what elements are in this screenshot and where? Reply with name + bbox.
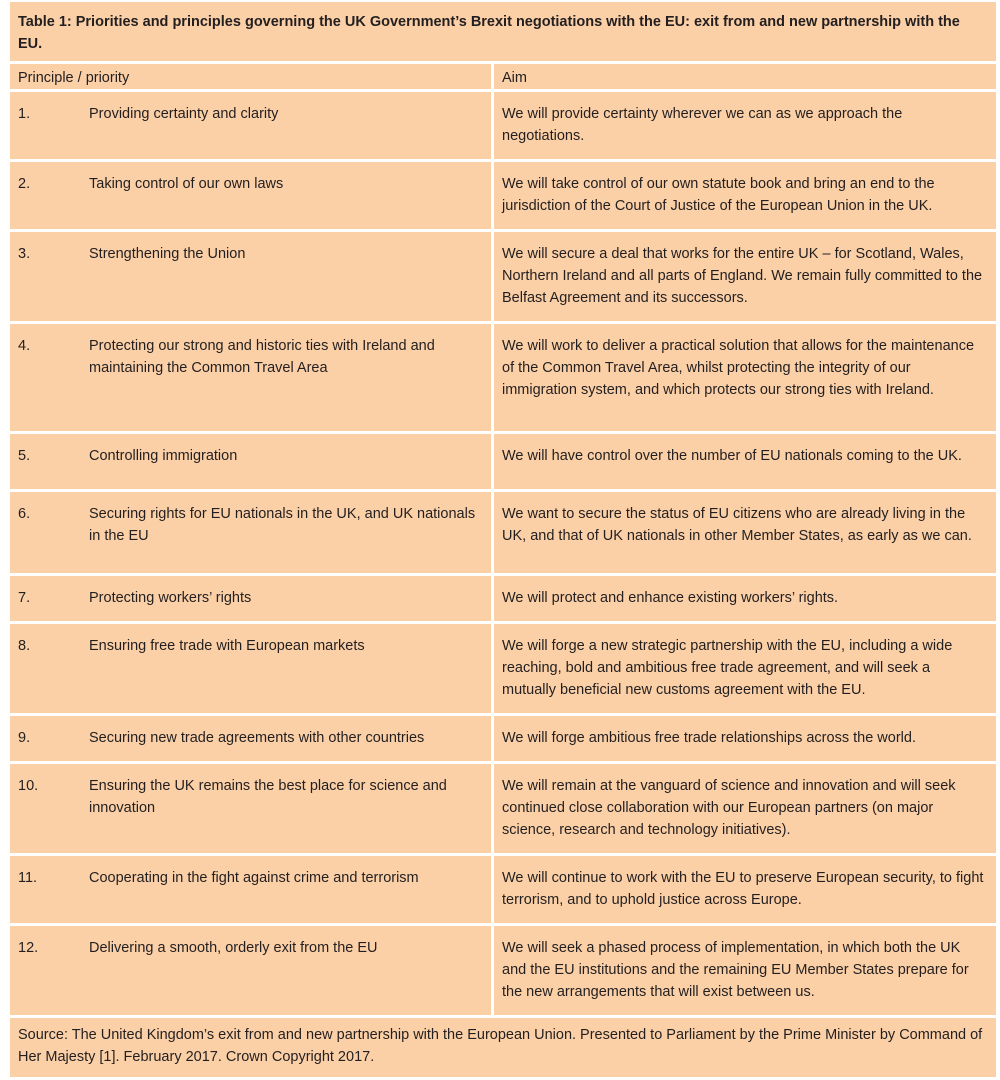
row-number: 1. [18, 106, 31, 122]
aim-cell: We will secure a deal that works for the entire UK – for Scotland, Wales, Northern Ireland and all parts of England. We remain fully committed to the Belfast Agreement and its successors. [494, 232, 996, 324]
aim-cell: We will provide certainty wherever we can as we approach the negotiations. [494, 92, 996, 162]
table-caption-row [10, 2, 996, 64]
table-row [10, 576, 996, 624]
row-number: 2. [18, 176, 31, 192]
principle-cell [10, 624, 494, 716]
principle-cell [10, 856, 494, 926]
principle-text: Providing certainty and clarity [89, 106, 279, 122]
principle-text: Cooperating in the fight against crime and terrorism [89, 870, 419, 886]
aim-cell: We will work to deliver a practical solution that allows for the maintenance of the Common Travel Area, whilst protecting the integrity of our immigration system, and which protects our strong ties with Ireland. [494, 324, 996, 434]
aim-cell: We will continue to work with the EU to preserve European security, to fight terrorism, and to uphold justice across Europe. [494, 856, 996, 926]
principle-cell [10, 576, 494, 624]
row-number: 11. [18, 870, 38, 886]
table-header-row [10, 64, 996, 92]
principle-cell [10, 324, 494, 434]
table-row [10, 856, 996, 926]
row-number: 3. [18, 246, 31, 262]
principle-text: Controlling immigration [89, 448, 238, 464]
row-number: 4. [18, 338, 31, 354]
header-aim: Aim [494, 64, 996, 92]
principle-cell [10, 232, 494, 324]
table-caption: Table 1: Priorities and principles governing the UK Government’s Brexit negotiations with the EU: exit from and new partnership with the EU. [10, 2, 996, 64]
principle-cell [10, 162, 494, 232]
principle-cell [10, 434, 494, 492]
table-row [10, 434, 996, 492]
priorities-table [10, 2, 996, 1080]
aim-cell: We will remain at the vanguard of science and innovation and will seek continued close collaboration with our European partners (on major science, research and technology initiatives). [494, 764, 996, 856]
row-number: 12. [18, 940, 39, 956]
table-row [10, 764, 996, 856]
principle-text: Securing rights for EU nationals in the UK, and UK nationals in the EU [89, 506, 476, 544]
aim-cell: We will seek a phased process of implementation, in which both the UK and the EU institutions and the remaining EU Member States prepare for the new arrangements that will exist between us. [494, 926, 996, 1018]
row-number: 8. [18, 638, 31, 654]
table-row [10, 624, 996, 716]
principle-cell [10, 92, 494, 162]
principle-cell [10, 492, 494, 576]
aim-cell: We will forge a new strategic partnership with the EU, including a wide reaching, bold and ambitious free trade agreement, and will seek a mutually beneficial new customs agreement with the EU. [494, 624, 996, 716]
row-number: 9. [18, 730, 31, 746]
aim-cell: We will have control over the number of EU nationals coming to the UK. [494, 434, 996, 492]
table-row [10, 926, 996, 1018]
principle-text: Protecting workers’ rights [89, 590, 252, 606]
row-number: 10. [18, 778, 39, 794]
aim-cell: We will protect and enhance existing workers’ rights. [494, 576, 996, 624]
aim-cell: We will forge ambitious free trade relationships across the world. [494, 716, 996, 764]
table-row [10, 232, 996, 324]
principle-text: Delivering a smooth, orderly exit from the EU [89, 940, 378, 956]
header-principle: Principle / priority [10, 64, 494, 92]
aim-cell: We want to secure the status of EU citizens who are already living in the UK, and that of UK nationals in other Member States, as early as we can. [494, 492, 996, 576]
table-source: Source: The United Kingdom’s exit from and new partnership with the European Union. Presented to Parliament by the Prime Minister by Command of Her Majesty [1]. February 2017. Crown Copyright 2017. [10, 1018, 996, 1080]
aim-cell: We will take control of our own statute book and bring an end to the jurisdiction of the Court of Justice of the European Union in the UK. [494, 162, 996, 232]
principle-text: Ensuring free trade with European markets [89, 638, 365, 654]
table-row [10, 324, 996, 434]
row-number: 6. [18, 506, 31, 522]
table-row [10, 162, 996, 232]
principle-text: Strengthening the Union [89, 246, 246, 262]
principle-text: Protecting our strong and historic ties with Ireland and maintaining the Common Travel Area [89, 338, 435, 376]
principle-text: Securing new trade agreements with other countries [89, 730, 425, 746]
principle-cell [10, 764, 494, 856]
row-number: 5. [18, 448, 31, 464]
principle-text: Taking control of our own laws [89, 176, 284, 192]
principle-text: Ensuring the UK remains the best place for science and innovation [89, 778, 447, 816]
table-row [10, 92, 996, 162]
table-row [10, 716, 996, 764]
table-source-row [10, 1018, 996, 1080]
principle-cell [10, 926, 494, 1018]
row-number: 7. [18, 590, 31, 606]
table-row [10, 492, 996, 576]
principle-cell [10, 716, 494, 764]
